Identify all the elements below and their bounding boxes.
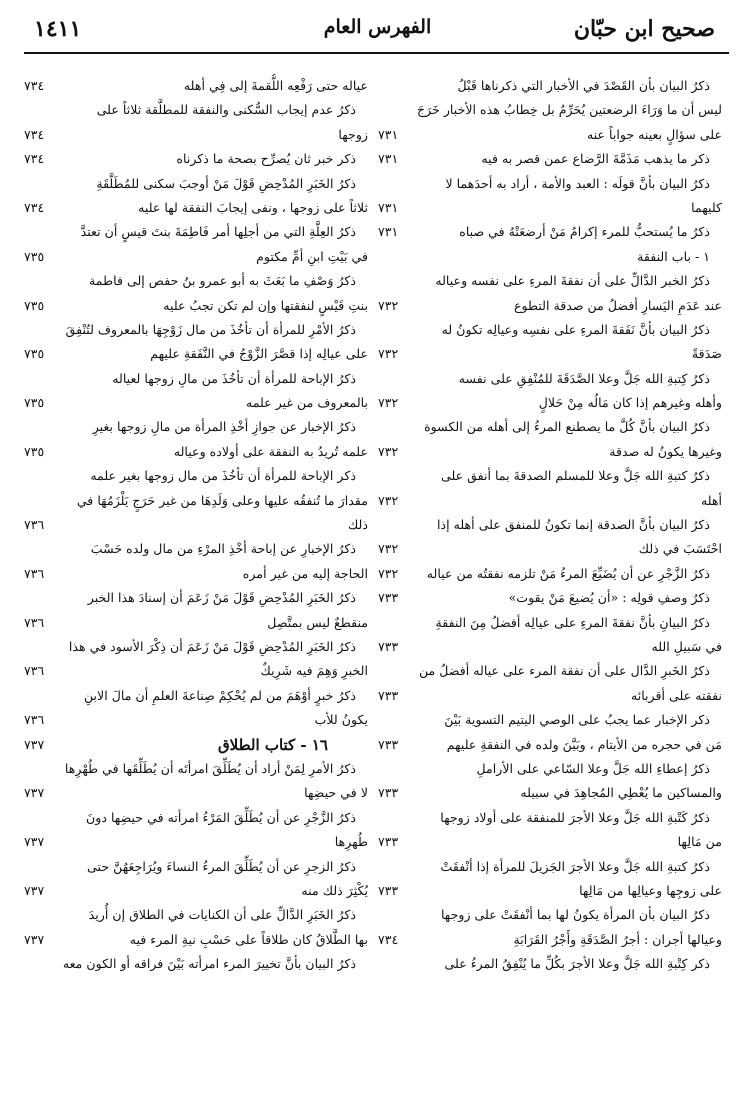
index-entry-line xyxy=(378,367,722,391)
entry-page-number: ٧٣٧ xyxy=(24,785,45,801)
entry-text: ذكرُ الخَبرِ الدَّال على أن نفقة المرء على عياله أفضلُ من xyxy=(418,663,710,679)
entry-page-number: ٧٣٣ xyxy=(378,785,399,801)
index-entry-line xyxy=(378,781,722,805)
entry-text: ذكرُ البيان بأن القَصْدَ في الأخبار التي ذكرناها قَبْلُ xyxy=(457,78,710,93)
index-entry-line xyxy=(378,98,722,122)
index-entry-line xyxy=(378,342,722,366)
index-entry-line xyxy=(378,391,722,415)
entry-text: نفقته على أقربائه xyxy=(630,687,722,703)
index-entry-line xyxy=(378,928,722,952)
index-entry-line xyxy=(378,830,722,854)
entry-text: طُهرِها xyxy=(334,834,368,850)
entry-page-number: ٧٣٥ xyxy=(24,395,45,411)
entry-page-number: ٧٣٣ xyxy=(378,687,399,703)
entry-page-number: ٧٣٣ xyxy=(378,834,399,850)
entry-text: ذكرُ الإباحة للمرأة أن تأخُذَ من مالِ زوجها لعياله xyxy=(112,370,356,386)
book-title: صحيح ابن حبّان xyxy=(573,16,715,42)
entry-text: ١ - باب النفقة xyxy=(637,248,710,264)
index-entry-line xyxy=(24,659,368,683)
index-entry-line xyxy=(378,294,722,318)
index-entry-line xyxy=(378,659,722,683)
index-entry-line xyxy=(378,611,722,635)
entry-page-number: ٧٣٥ xyxy=(24,443,45,459)
entry-text: ذكرُ الزَّجْرِ عن أن يُطَلِّقَ المَرْءُ امرأته في حيضِها دونَ xyxy=(86,809,356,825)
index-entry-line xyxy=(378,269,722,293)
index-entry-line xyxy=(24,172,368,196)
entry-text: ذكرُ العِلَّةِ التي من أجلِها أمر فَاطِمَةَ بنتَ قيسٍ أن تعتدَّ xyxy=(80,224,356,240)
entry-text: عند عَدَمِ اليَسارِ أفضلُ من صدقة التطوع xyxy=(513,297,722,313)
index-entry-line xyxy=(378,245,722,269)
index-entry-line xyxy=(24,830,368,854)
entry-text: صَدَقةً xyxy=(691,346,722,362)
entry-text: ذلك xyxy=(347,517,368,533)
entry-text: ذكر الإخبار عما يجبُ على الوصي اليتيم التسوية بَيْنَ xyxy=(444,712,710,728)
entry-text: بالمعروف من غير علمه xyxy=(245,395,368,411)
index-entry-line xyxy=(24,684,368,708)
index-entry-line xyxy=(24,74,368,98)
entry-text: مَن في حجره من الأيتام ، وبَيَّنَ ولده في النفقةِ عليهم xyxy=(446,736,722,752)
index-entry-line xyxy=(24,635,368,659)
entry-text: من مَالِها xyxy=(677,834,722,850)
entry-text: ذكرُ وصفِ قولِه : «أن يُضيعَ مَنْ يقوت» xyxy=(508,590,710,606)
index-entry-line xyxy=(24,294,368,318)
entry-page-number: ٧٣٦ xyxy=(24,712,45,728)
index-entry-line xyxy=(24,757,368,781)
page-number: ١٤١١ xyxy=(34,16,82,42)
index-entry-line xyxy=(378,172,722,196)
entry-text: مقدارَ ما تُنفقُه عليها وعلى وَلَدِهَا من غير حَرَجٍ يَلْزَمُهَا في xyxy=(76,492,368,508)
index-entry-line xyxy=(378,733,722,757)
entry-text: لا في حيضِها xyxy=(304,785,368,801)
entry-text: بنتِ قَيْسٍ لنفقتها وإن لم تكن تجبُ عليه xyxy=(163,297,368,313)
entry-page-number: ٧٣٣ xyxy=(378,882,399,898)
index-entry-line xyxy=(378,952,722,976)
entry-text: ذكرُ البيان بأنَّ الصدقة إنما تكونُ للمنفق على أهله إذا xyxy=(437,517,710,533)
index-entry-line xyxy=(378,757,722,781)
entry-page-number: ٧٣٧ xyxy=(24,931,45,947)
index-entry-line xyxy=(378,562,722,586)
index-entry-line xyxy=(378,684,722,708)
entry-text: ذكرُ الإخبار عن جوازِ أخْذِ المرأة من مالِ زوجها بغيرِ xyxy=(92,419,356,435)
header-divider xyxy=(24,52,729,54)
entry-text: ذكر الإباحة للمرأة أن تأخُذَ من مال زوجها بغير علمه xyxy=(90,468,356,484)
entry-page-number: ٧٣٥ xyxy=(24,248,45,264)
entry-text: والمساكين ما يُعْطِي المُجاهِدَ في سبيله xyxy=(520,785,722,801)
index-entry-line xyxy=(378,879,722,903)
index-entry-line xyxy=(378,903,722,927)
entry-text: ذكرُ ما يُستحبُّ للمرء إكرامُ مَنْ أرضعَتْهُ في صباه xyxy=(459,224,710,240)
index-entry-line xyxy=(378,123,722,147)
entry-page-number: ٧٣٣ xyxy=(378,590,399,606)
entry-text: ذكرُ الخَبَرِ الدَّالِّ على أن الكنايات في الطلاق إن أُريدَ xyxy=(88,907,356,923)
index-entry-line xyxy=(378,415,722,439)
index-entry-line xyxy=(24,342,368,366)
entry-page-number: ٧٣٢ xyxy=(378,395,399,411)
index-entry-line xyxy=(378,220,722,244)
entry-text: ذكرُ البيان بأنَّ كُلَّ ما يصطنع المرءُ إلى أهله من الكسوة xyxy=(424,419,710,435)
index-entry-line xyxy=(24,611,368,635)
entry-text: وغيرها يكونُ له صدقة xyxy=(609,443,722,459)
entry-page-number: ٧٣٣ xyxy=(378,736,399,752)
entry-text: على عيالِه إذا قصَّرَ الزَّوْجُ في النَّفَقةِ عليهم xyxy=(150,346,368,362)
entry-text: ذكر كِتْبةِ الله جَلَّ وعلا الأجرَ بكُلِّ ما يُنْفِقُ المرءُ على xyxy=(444,956,710,972)
entry-text: منقطعٌ ليس بمتَّصِل xyxy=(267,614,368,630)
entry-text: ذكرُ عدم إيجاب السُّكنى والنفقة للمطلَّقة ثلاثاً على xyxy=(96,102,356,118)
index-entry-line xyxy=(24,513,368,537)
entry-text: على زوجِها وعيالِها من مَالِها xyxy=(579,882,722,898)
entry-text: ثلاثاً على زوجها ، ونفى إيجابَ النفقة لها عليه xyxy=(138,199,368,215)
entry-page-number: ٧٣٤ xyxy=(24,199,45,215)
page-header xyxy=(18,14,737,54)
index-entry-line xyxy=(378,855,722,879)
index-entry-line xyxy=(378,196,722,220)
entry-page-number: ٧٣٤ xyxy=(24,78,45,93)
index-entry-line xyxy=(24,708,368,732)
entry-page-number: ٧٣٤ xyxy=(24,151,45,167)
entry-page-number: ٧٣٢ xyxy=(378,297,399,313)
entry-page-number: ٧٣٧ xyxy=(24,834,45,850)
entry-page-number: ٧٣٦ xyxy=(24,565,45,581)
entry-page-number: ٧٣٢ xyxy=(378,492,399,508)
entry-text: وأهله وغيرهم إذا كان مَالُه مِنْ حَلالٍ xyxy=(538,395,722,411)
entry-text: ذكرُ البيان بأنَّ قولَه : العبد والأمة ، أراد به أحدَهما لا xyxy=(445,175,710,191)
entry-page-number: ٧٣٣ xyxy=(378,638,399,654)
index-entry-line xyxy=(24,245,368,269)
index-entry-line xyxy=(24,415,368,439)
entry-page-number: ٧٣٢ xyxy=(378,565,399,581)
entry-text: على سؤالٍ بعينه جواباً عنه xyxy=(586,126,722,142)
index-entry-line xyxy=(378,489,722,513)
entry-page-number: ٧٣٧ xyxy=(24,882,45,898)
entry-text: الحاجة إليه من غير أمره xyxy=(242,565,368,581)
entry-text: ليس أن ما وَرَاءَ الرضعتين يُحَرِّمُ بل خِطابُ هذه الأخبار خَرَجَ xyxy=(416,102,722,118)
entry-page-number: ٧٣١ xyxy=(378,224,399,240)
entry-page-number: ٧٣٦ xyxy=(24,614,45,630)
index-entry-line xyxy=(378,147,722,171)
index-entry-line xyxy=(378,464,722,488)
entry-text: يكونُ للأب xyxy=(314,712,368,728)
entry-text: بها الطَّلاقُ كان طلاقاً على حَسْبِ نيةِ المرء فيه xyxy=(129,931,368,947)
index-entry-line xyxy=(24,123,368,147)
entry-page-number: ٧٣٢ xyxy=(378,541,399,557)
index-entry-line xyxy=(378,806,722,830)
index-column-left xyxy=(24,74,368,976)
index-entry-line xyxy=(24,220,368,244)
entry-text: ذكرُ الخبر الدَّالِّ على أن نفقةَ المرءِ على نفسه وعياله xyxy=(435,273,710,289)
entry-text: ذكرُ كتبةِ الله جَلَّ وعلا الأجرَ الجَزيلَ للمرأة إذا أنْفقَتْ xyxy=(440,858,710,874)
entry-page-number: ٧٣٤ xyxy=(24,126,45,142)
index-entry-line xyxy=(24,781,368,805)
entry-text: ذكرُ وَصْفِ ما بَعَثَ به أبو عمرو بنُ حفص إلى فاطمة xyxy=(89,273,356,289)
index-entry-line xyxy=(24,147,368,171)
index-entry-line xyxy=(24,318,368,342)
entry-text: ذكرُ كَتْبةِ الله جَلَّ وعلا الأجرَ للمنفقة على أولاد زوجها xyxy=(440,809,710,825)
entry-text: ذكرُ البيان بأن المرأة يكونُ لها بما أنْفقَتْ على زوجها xyxy=(440,907,710,923)
entry-page-number: ٧٣٥ xyxy=(24,346,45,362)
entry-text: ذكر خبر ثان يُصرِّح بصحة ما ذكرناه xyxy=(176,151,356,167)
entry-text: وعيالها أجران : أجرُ الصَّدَقَةِ وأَجْرُ القَرَابَةِ xyxy=(513,931,722,947)
entry-text: ذكرُ الإخبارِ عن إباحة أخْذِ المرْءِ من مال ولده حَسْبَ xyxy=(90,541,356,557)
index-entry-line xyxy=(24,952,368,976)
entry-text: ذكرُ خبرٍ أوْهَمَ من لم يُحْكِمْ صِناعةَ العلمِ أن مالَ الابنِ xyxy=(83,687,356,703)
entry-page-number: ٧٣٧ xyxy=(24,736,45,752)
entry-text: في سَبيلِ الله xyxy=(651,638,722,654)
index-entry-line xyxy=(24,196,368,220)
index-entry-line xyxy=(24,806,368,830)
index-entry-line xyxy=(24,367,368,391)
index-entry-line xyxy=(378,635,722,659)
index-entry-line xyxy=(24,440,368,464)
entry-page-number: ٧٣٦ xyxy=(24,517,45,533)
index-entry-line xyxy=(24,391,368,415)
entry-text: ذكرُ الأمرِ لِمَنْ أراد أن يُطَلِّقَ امرأتَه أن يُطَلِّقَها في طُهْرِها xyxy=(64,760,356,776)
index-entry-line xyxy=(378,708,722,732)
index-entry-line xyxy=(24,562,368,586)
index-entry-line xyxy=(24,879,368,903)
index-entry-line xyxy=(378,586,722,610)
entry-text: ذكرُ الأمْرِ للمرأة أن تأخُذَ من مال زَوْجِهَا بالمعروف لتُنْفِقَ xyxy=(65,321,356,337)
index-entry-line xyxy=(378,440,722,464)
index-entry-line xyxy=(24,586,368,610)
entry-page-number: ٧٣١ xyxy=(378,199,399,215)
entry-text: ذكرُ إعطاءِ الله جَلَّ وعلا السّاعي على الأراملِ xyxy=(476,760,710,776)
entry-text: ذكرُ الخَبَرِ المُدْحِضِ قَوْلَ مَنْ زَعَمَ أن إسنادَ هذا الخبر xyxy=(87,590,356,606)
entry-text: زوجها xyxy=(338,126,368,142)
entry-text: احْتَسَبَ في ذلك xyxy=(638,541,722,557)
entry-page-number: ٧٣١ xyxy=(378,126,399,142)
index-entry-line xyxy=(24,855,368,879)
entry-text: ذكرُ البيان بأنَّ تخييرَ المرء امرأته بَيْنَ فراقه أو الكون معه xyxy=(62,956,356,972)
entry-text: في بَيْتِ ابنِ أمِّ مكتوم xyxy=(256,248,368,264)
entry-text: كليهما xyxy=(691,199,722,215)
entry-text: ذكرُ الخَبَرِ المُدْحِضِ قَوْلَ مَنْ زَعَمَ أن ذِكْرَ الأسود في هذا xyxy=(68,638,356,654)
entry-page-number: ٧٣٢ xyxy=(378,346,399,362)
entry-page-number: ٧٣٤ xyxy=(378,931,399,947)
entry-text: الخبرِ وَهِمَ فيه شَرِيكٌ xyxy=(260,663,368,679)
index-entry-line xyxy=(24,903,368,927)
index-entry-line xyxy=(24,928,368,952)
index-entry-line xyxy=(378,513,722,537)
entry-text: ذكرُ الزَّجْرِ عن أن يُضَيِّعَ المرءُ مَنْ تلزمه نفقتُه من عياله xyxy=(426,565,710,581)
entry-text: ١٦ - كتاب الطلاق xyxy=(217,735,328,754)
entry-page-number: ٧٣٦ xyxy=(24,663,45,679)
entry-text: ذكرُ الزجرِ عن أن يُطَلِّقَ المرءُ النساءَ ويُرَاجِعَهُنَّ حتى xyxy=(87,858,356,874)
index-entry-line xyxy=(378,74,722,98)
section-title: الفهرس العام xyxy=(323,16,432,38)
entry-text: ذكر ما يذهب مَذَمَّةَ الرَّضاع عمن قصر به فيه xyxy=(481,151,710,167)
entry-text: أهله xyxy=(700,492,722,508)
entry-text: علمه تُريدُ به النفقة على أولاده وعياله xyxy=(173,443,368,459)
index-column-right xyxy=(378,74,722,976)
index-entry-line xyxy=(378,537,722,561)
entry-text: عياله حتى رَفْعِه اللُّقمةَ إلى فِي أهله xyxy=(183,78,368,93)
entry-page-number: ٧٣١ xyxy=(378,151,399,167)
index-entry-line xyxy=(24,537,368,561)
entry-text: ذكرُ كتبةِ الله جَلَّ وعلا للمسلم الصدقةَ بما أنفق على xyxy=(440,468,710,484)
index-entry-line xyxy=(24,733,368,757)
entry-text: ذكرُ البيان بأنَّ نَفَقةَ المرءِ على نفسِه وعيالِه تكونُ له xyxy=(441,321,710,337)
index-entry-line xyxy=(24,269,368,293)
entry-text: ذكرُ الخَبَرِ المُدْحِضِ قَوْلَ مَنْ أوجبَ سكنى للمُطَلَّقَةِ xyxy=(96,175,356,191)
index-entry-line xyxy=(24,98,368,122)
entry-page-number: ٧٣٥ xyxy=(24,297,45,313)
index-entry-line xyxy=(378,318,722,342)
entry-text: ذكرُ البيانِ بأنَّ نفقةَ المرءِ على عيالِه أفضلُ مِنَ النفقةِ xyxy=(435,614,710,630)
index-entry-line xyxy=(24,464,368,488)
index-entry-line xyxy=(24,489,368,513)
entry-text: ذكرُ كِتبةِ الله جَلَّ وعلا الصَّدَقَةَ للمُنْفِقِ على نفسه xyxy=(458,370,710,386)
entry-page-number: ٧٣٢ xyxy=(378,443,399,459)
entry-text: يُكْثِرَ ذلك منه xyxy=(301,882,368,898)
